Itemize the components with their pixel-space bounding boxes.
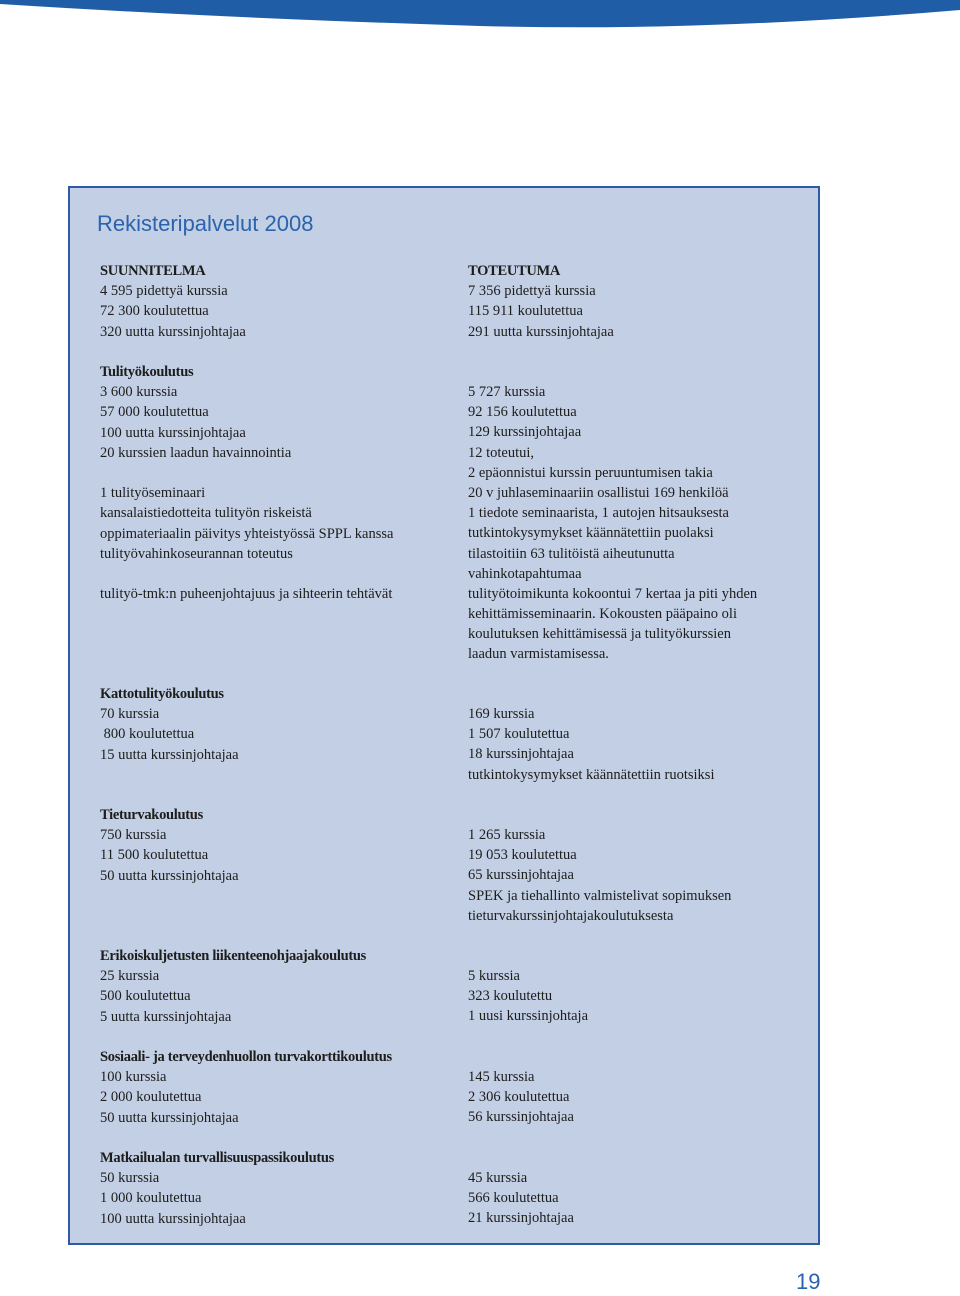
- plan-line: 11 500 koulutettua: [100, 847, 209, 864]
- outcome-line: 18 kurssinjohtajaa: [468, 746, 574, 763]
- outcome-line: 20 v juhlaseminaariin osallistui 169 henkilöä: [468, 484, 729, 501]
- plan-line: tulityövahinkoseurannan toteutus: [100, 545, 293, 562]
- section-tieturvakoulutus-plan: [100, 805, 460, 886]
- outcome-line: 12 toteutui,: [468, 444, 535, 461]
- plan-line: 57 000 koulutettua: [100, 404, 209, 421]
- plan-line: 3 600 kurssia: [100, 384, 178, 401]
- section-sote-turvakortti-outcome: [468, 1067, 808, 1128]
- outcome-line: 145 kurssia: [468, 1069, 535, 1085]
- section-kattotulityokoulutus-plan: [100, 684, 460, 765]
- outcome-line: tutkintokysymykset käännätettiin puolaksi: [468, 525, 714, 542]
- plan-line: 5 uutta kurssinjohtajaa: [100, 1008, 232, 1025]
- section-tulityokoulutus-plan: [100, 362, 460, 604]
- plan-line: 2 000 koulutettua: [100, 1089, 202, 1106]
- section-erikoiskuljetukset-outcome: [468, 966, 808, 1027]
- plan-line: 20 kurssien laadun havainnointia: [100, 444, 292, 461]
- section-sote-turvakortti-plan: [100, 1047, 460, 1128]
- outcome-line: 45 kurssia: [468, 1170, 528, 1186]
- outcome-line: 5 727 kurssia: [468, 384, 546, 400]
- plan-line: [100, 564, 460, 584]
- outcome-line: 129 kurssinjohtajaa: [468, 424, 582, 441]
- section-heading: Tieturvakoulutus: [100, 807, 203, 823]
- outcome-line: kehittämisseminaarin. Kokousten pääpaino oli: [468, 606, 737, 623]
- outcome-line: 92 156 koulutettua: [468, 404, 577, 421]
- outcome-line: laadun varmistamisessa.: [468, 646, 609, 663]
- plan-line: 72 300 koulutettua: [100, 303, 209, 320]
- outcome-line: 323 koulutettu: [468, 988, 553, 1005]
- panel-title: Rekisteripalvelut 2008: [97, 211, 314, 236]
- plan-line: 320 uutta kurssinjohtajaa: [100, 323, 246, 340]
- outcome-line: SPEK ja tiehallinto valmistelivat sopimuksen: [468, 887, 732, 904]
- outcome-line: 1 tiedote seminaarista, 1 autojen hitsauksesta: [468, 505, 729, 522]
- section-tulityokoulutus-outcome: [468, 382, 808, 665]
- outcome-line: 19 053 koulutettua: [468, 847, 577, 864]
- section-heading: Tulityökoulutus: [100, 364, 194, 380]
- outcome-line: 1 507 koulutettua: [468, 726, 570, 743]
- outcome-line: 2 epäonnistui kurssin peruuntumisen takia: [468, 464, 713, 481]
- plan-line: 750 kurssia: [100, 827, 167, 844]
- plan-line: 500 koulutettua: [100, 988, 191, 1005]
- outcome-line: tilastoitiin 63 tulitöistä aiheutunutta: [468, 545, 675, 562]
- plan-line: 800 koulutettua: [100, 726, 195, 743]
- section-heading: Erikoiskuljetusten liikenteenohjaajakoulutus: [100, 948, 366, 964]
- outcome-summary: [468, 261, 808, 342]
- top-wave-band: [0, 0, 960, 40]
- plan-line: 100 uutta kurssinjohtajaa: [100, 424, 246, 441]
- section-matkailuala-outcome: [468, 1168, 808, 1229]
- section-heading: Matkailualan turvallisuuspassikoulutus: [100, 1150, 334, 1166]
- outcome-line: 566 koulutettua: [468, 1190, 559, 1207]
- outcome-line: 65 kurssinjohtajaa: [468, 867, 574, 884]
- outcome-line: 7 356 pidettyä kurssia: [468, 283, 596, 300]
- plan-line: 25 kurssia: [100, 968, 160, 985]
- plan-line: 50 kurssia: [100, 1170, 160, 1187]
- outcome-line: 56 kurssinjohtajaa: [468, 1109, 574, 1126]
- plan-line: 70 kurssia: [100, 706, 160, 723]
- section-erikoiskuljetukset-plan: [100, 946, 460, 1027]
- outcome-line: 291 uutta kurssinjohtajaa: [468, 323, 614, 340]
- plan-line: [100, 463, 460, 483]
- plan-summary: [100, 261, 460, 342]
- section-kattotulityokoulutus-outcome: [468, 704, 808, 785]
- plan-line: oppimateriaalin päivitys yhteistyössä SPPL kanssa: [100, 525, 394, 542]
- outcome-line: koulutuksen kehittämisessä ja tulityökurssien: [468, 626, 731, 643]
- outcome-line: 5 kurssia: [468, 968, 520, 984]
- outcome-line: vahinkotapahtumaa: [468, 565, 582, 582]
- outcome-heading: TOTEUTUMA: [468, 263, 561, 279]
- plan-line: 4 595 pidettyä kurssia: [100, 283, 228, 300]
- outcome-line: 1 uusi kurssinjohtaja: [468, 1008, 589, 1025]
- outcome-line: 21 kurssinjohtajaa: [468, 1210, 574, 1227]
- plan-line: 50 uutta kurssinjohtajaa: [100, 1109, 239, 1126]
- section-tieturvakoulutus-outcome: [468, 825, 808, 926]
- outcome-line: 115 911 koulutettua: [468, 303, 583, 320]
- plan-line: 1 tulityöseminaari: [100, 485, 206, 502]
- outcome-line: tulityötoimikunta kokoontui 7 kertaa ja piti yhden: [468, 585, 758, 602]
- plan-line: 1 000 koulutettua: [100, 1190, 202, 1207]
- plan-line: tulityö-tmk:n puheenjohtajuus ja sihteerin tehtävät: [100, 586, 393, 603]
- section-heading: Kattotulityökoulutus: [100, 686, 224, 702]
- page-number: 19: [796, 1269, 821, 1294]
- section-heading: Sosiaali- ja terveydenhuollon turvakorttikoulutus: [100, 1049, 392, 1065]
- section-matkailuala-plan: [100, 1148, 460, 1229]
- plan-heading: SUUNNITELMA: [100, 263, 206, 279]
- plan-line: 100 kurssia: [100, 1069, 167, 1086]
- outcome-line: 2 306 koulutettua: [468, 1089, 570, 1106]
- outcome-line: 169 kurssia: [468, 706, 535, 722]
- outcome-line: 1 265 kurssia: [468, 827, 546, 843]
- plan-line: kansalaistiedotteita tulityön riskeistä: [100, 505, 312, 522]
- outcome-line: tutkintokysymykset käännätettiin ruotsiksi: [468, 766, 715, 783]
- plan-line: 50 uutta kurssinjohtajaa: [100, 867, 239, 884]
- plan-line: 15 uutta kurssinjohtajaa: [100, 746, 239, 763]
- outcome-line: tieturvakurssinjohtajakoulutuksesta: [468, 907, 674, 924]
- plan-line: 100 uutta kurssinjohtajaa: [100, 1210, 246, 1227]
